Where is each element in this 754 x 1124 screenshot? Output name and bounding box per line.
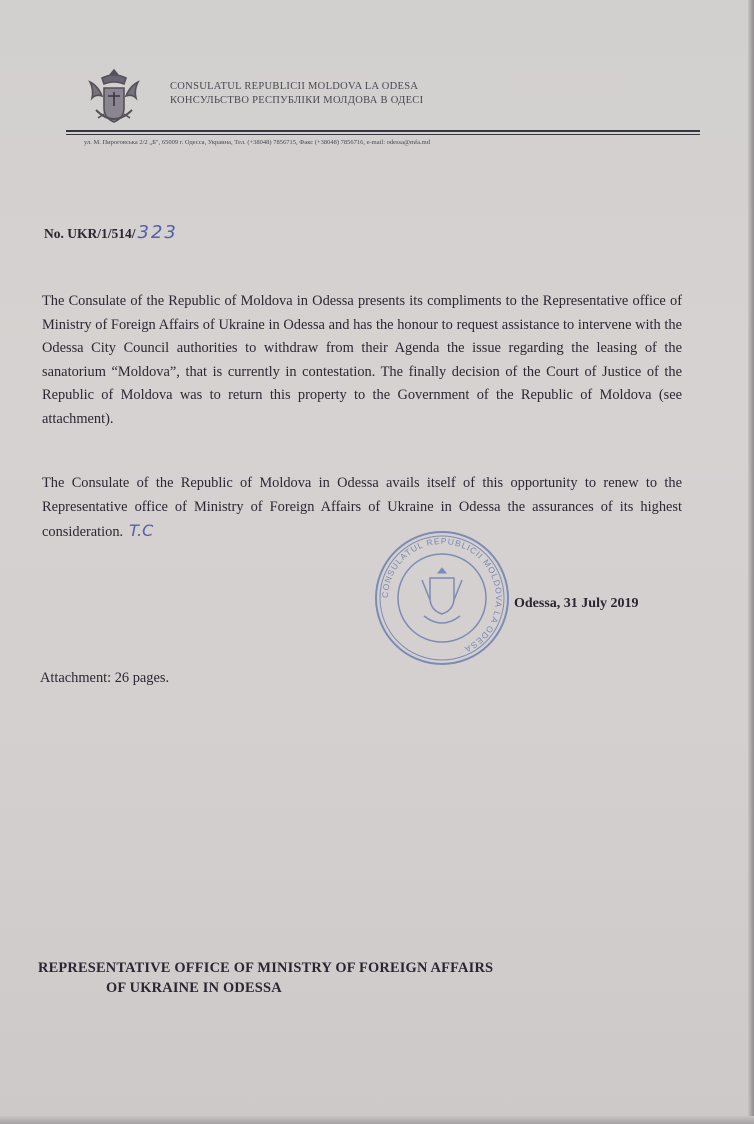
addressee-line-1: REPRESENTATIVE OFFICE OF MINISTRY OF FOREIGN AFFAIRS <box>38 960 494 976</box>
reference-handwritten: 323 <box>137 222 178 243</box>
consulate-seal-icon <box>372 528 512 668</box>
header-ukrainian-name: КОНСУЛЬСТВО РЕСПУБЛІКИ МОЛДОВА В ОДЕСІ <box>170 95 424 106</box>
attachment-note: Attachment: 26 pages. <box>40 670 170 686</box>
header-address: ул. М. Пироговська 2/2 „Б", 65009 г. Одесса, Украина, Тел. (+38048) 7856715, Факс (+38048) 7856716, e-mail: odessa@mfa.md <box>84 139 430 146</box>
body-paragraph-2 <box>42 472 682 545</box>
page-edge-right <box>748 0 754 1124</box>
reference-number <box>44 222 178 243</box>
body-paragraph-2-text: The Consulate of the Republic of Moldova in Odessa avails itself of this opportunity to renew to the Representative office of Ministry of Foreign Affairs of Ukraine in Odessa the assurances of its highest consideration. <box>42 475 682 541</box>
header-romanian-name: CONSULATUL REPUBLICII MOLDOVA LA ODESA <box>170 81 419 92</box>
header-rule-thick <box>66 130 700 132</box>
moldova-coat-of-arms-icon <box>84 66 144 130</box>
handwritten-initials: T.C <box>129 521 154 541</box>
reference-printed: No. UKR/1/514/ <box>44 226 136 241</box>
header-rule-thin <box>66 134 700 135</box>
addressee-line-2: OF UKRAINE IN ODESSA <box>106 980 282 996</box>
body-paragraph-1: The Consulate of the Republic of Moldova in Odessa presents its compliments to the Representative office of Ministry of Foreign Affairs of Ukraine in Odessa and has the honour to request assistance to intervene with the Odessa City Council authorities to withdraw from their Agenda the issue regarding the leasing of the sanatorium “Moldova”, that is currently in contestation. The finally decision of the Court of Justice of the Republic of Moldova was to return this property to the Government of the Republic of Moldova (see attachment). <box>42 293 682 427</box>
page-edge-bottom <box>0 1116 754 1124</box>
seal-ring-text: CONSULATUL REPUBLICII MOLDOVA LA ODESA <box>379 535 505 655</box>
place-and-date: Odessa, 31 July 2019 <box>514 596 639 611</box>
